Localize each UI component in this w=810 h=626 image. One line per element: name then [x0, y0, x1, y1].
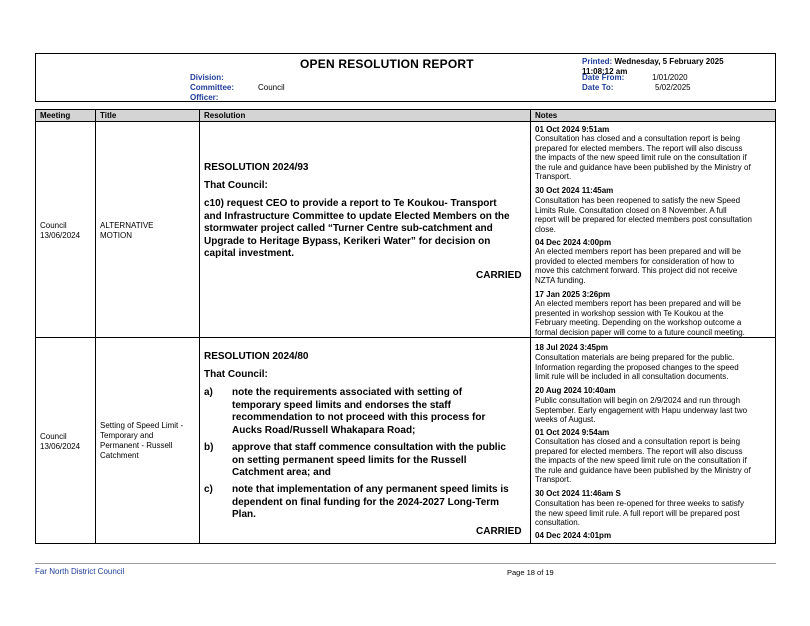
item-label: b) [204, 442, 214, 453]
note-text: Consultation has been reopened to satisfy the new Speed Limits Rule. Consultation closed on 8 November. A full report will be prepared for elected members post consultation close. [535, 196, 752, 234]
footer-organisation: Far North District Council [35, 567, 125, 576]
column-header-title: Title [100, 111, 117, 120]
note-date: 04 Dec 2024 4:00pm [535, 238, 612, 247]
resolution-title: Setting of Speed Limit - [100, 421, 184, 430]
note-text: Public consultation will begin on 2/9/2024 and run through September. Early engagement with Hapu underway last two weeks of August. [535, 396, 748, 425]
printed-time: 11:08:12 am [582, 66, 628, 76]
item-label: c) [204, 484, 213, 495]
footer-divider [35, 563, 776, 564]
column-header-meeting: Meeting [40, 111, 71, 120]
note-date: 30 Oct 2024 11:45am [535, 186, 614, 195]
column-divider [95, 110, 96, 543]
resolution-body: c10) request CEO to provide a report to Te Koukou- Transport and Infrastructure Committee to update Elected Members on the stormwater project called “Turner Centre sub-catchment and Upgrade to Heritage Bypass, Kerikeri Water” for decision on capital investment. [204, 198, 510, 259]
note-text: An elected members report has been prepared and will be presented in workshop session with Te Koukou at the February meeting. Depending on the workshop outcome a formal decision paper will come to a future council meeting. [535, 299, 745, 337]
that-council-heading: That Council: [204, 180, 268, 191]
committee-value: Council [258, 83, 285, 92]
note-text: An elected members report has been prepared and will be provided to elected members for consideration of how to move this catchment forward. This project did not receive NZTA funding. [535, 247, 741, 285]
note-date: 18 Jul 2024 3:45pm [535, 343, 608, 352]
resolution-title: MOTION [100, 231, 132, 240]
note-date: 01 Oct 2024 9:51am [535, 125, 610, 134]
item-text: note the requirements associated with setting of temporary speed limits and endorses the staff recommendation to not proceed with this process for Aucks Road/Russell Whakapara Road; [232, 387, 486, 436]
note-text: Consultation has closed and a consultation report is being prepared for elected members. The report will also discuss the impacts of the new speed limit rule on the consultation if the rule and guidance have been published by the Ministry of Transport. [535, 134, 751, 182]
meeting-date: 13/06/2024 [40, 231, 81, 240]
page-number: Page 18 of 19 [507, 568, 554, 577]
column-divider [530, 110, 531, 543]
resolution-number: RESOLUTION 2024/93 [204, 162, 309, 173]
resolution-number: RESOLUTION 2024/80 [204, 351, 309, 362]
item-text: approve that staff commence consultation with the public on setting permanent speed limits for the Russell Catchment area; and [232, 442, 506, 478]
note-text: Consultation has been re-opened for three weeks to satisfy the new speed limit rule. A full report will be prepared post consultation. [535, 499, 745, 528]
date-from-value: 1/01/2020 [652, 73, 688, 82]
resolution-title: Catchment [100, 451, 139, 460]
meeting-name: Council [40, 432, 67, 441]
committee-label: Committee: [190, 83, 235, 92]
date-to-label: Date To: [582, 83, 614, 92]
item-label: a) [204, 387, 213, 398]
meeting-name: Council [40, 221, 67, 230]
column-header-notes: Notes [535, 111, 558, 120]
note-text: Consultation materials are being prepared for the public. Information regarding the proposed changes to the speed limit rule will be included in all consultation documents. [535, 353, 739, 382]
date-to-value: 5/02/2025 [655, 83, 691, 92]
note-date: 20 Aug 2024 10:40am [535, 386, 616, 395]
column-header-resolution: Resolution [204, 111, 246, 120]
report-title: OPEN RESOLUTION REPORT [300, 57, 474, 71]
note-date: 04 Dec 2024 4:01pm [535, 531, 612, 540]
printed-label: Printed: [582, 57, 613, 66]
note-date: 17 Jan 2025 3:26pm [535, 290, 611, 299]
date-from-label: Date From: [582, 73, 625, 82]
officer-label: Officer: [190, 93, 219, 102]
note-date: 01 Oct 2024 9:54am [535, 428, 610, 437]
resolution-title: Permanent - Russell [100, 441, 173, 450]
printed-value: Wednesday, 5 February 2025 [614, 57, 724, 66]
note-date: 30 Oct 2024 11:46am S [535, 489, 621, 498]
note-text: Consultation has closed and a consultation report is being prepared for elected members. The report will also discuss the impacts of the new speed limit rule on the consultation if the rule and guidance have been published by the Ministry of Transport. [535, 437, 751, 485]
report-header [35, 53, 776, 102]
resolution-title: Temporary and [100, 431, 154, 440]
that-council-heading: That Council: [204, 369, 268, 380]
status-badge: CARRIED [476, 270, 522, 281]
table-header [36, 110, 775, 122]
status-badge: CARRIED [476, 526, 522, 537]
division-label: Division: [190, 73, 224, 82]
item-text: note that implementation of any permanent speed limits is dependent on final funding for the 2024-2027 Long-Term Plan. [232, 484, 509, 520]
meeting-date: 13/06/2024 [40, 442, 81, 451]
resolution-table [35, 109, 776, 544]
column-divider [199, 110, 200, 543]
resolution-title: ALTERNATIVE [100, 221, 154, 230]
